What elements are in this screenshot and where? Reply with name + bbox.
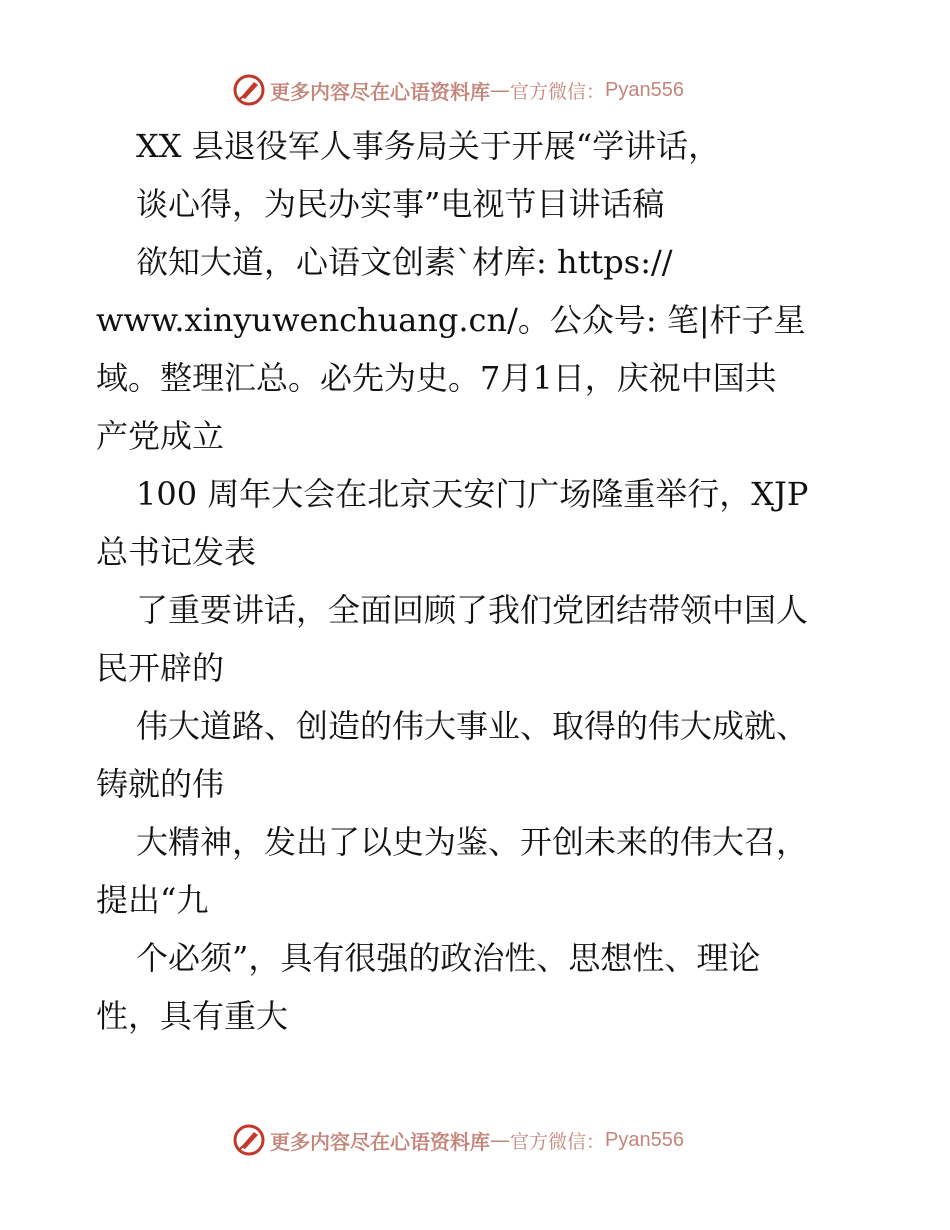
doc-text-line: 100 周年大会在北京天安门广场隆重举行，XJP [136,475,809,513]
banner-brand-text: 更多内容尽在心语资料库 [270,1129,490,1154]
doc-text-line: 个必须”，具有很强的政治性、思想性、理论 [136,939,761,977]
quill-logo-icon [232,1123,266,1157]
doc-title-line-2: 谈心得，为民办实事”电视节目讲话稿 [136,185,665,223]
doc-text-line: 域。整理汇总。必先为史。7月1日，庆祝中国共 [96,359,777,397]
doc-text-line: 总书记发表 [96,533,257,571]
banner-separator: — [490,78,510,102]
doc-text-line: 伟大道路、创造的伟大事业、取得的伟大成就、 [136,707,809,745]
doc-title-line-1: XX 县退役军人事务局关于开展“学讲话， [136,127,721,165]
quill-logo-icon [232,73,266,107]
banner-wechat-id: Pyan556 [605,1128,684,1151]
doc-text-line: 大精神，发出了以史为鉴、开创未来的伟大召， [136,823,809,861]
doc-text-line: 性，具有重大 [96,997,289,1035]
doc-text-line: 提出“九 [96,881,209,919]
doc-text-line: 产党成立 [96,417,225,455]
doc-text-line: www.xinyuwenchuang.cn/。公众号: 笔|杆子星 [96,301,806,339]
banner-wechat-label: 官方微信： [510,80,606,103]
doc-text-line: 民开辟的 [96,649,225,687]
doc-text-line: 了重要讲话，全面回顾了我们党团结带领中国人 [136,591,809,629]
doc-text-line: 铸就的伟 [96,765,225,803]
banner-wechat-label: 官方微信： [510,1130,606,1153]
header-banner [232,72,684,108]
footer-banner [232,1122,684,1158]
banner-brand-text: 更多内容尽在心语资料库 [270,79,490,104]
banner-wechat-id: Pyan556 [605,78,684,101]
doc-text-line: 欲知大道，心语文创素`材库: https:// [136,243,673,281]
banner-separator: — [490,1128,510,1152]
